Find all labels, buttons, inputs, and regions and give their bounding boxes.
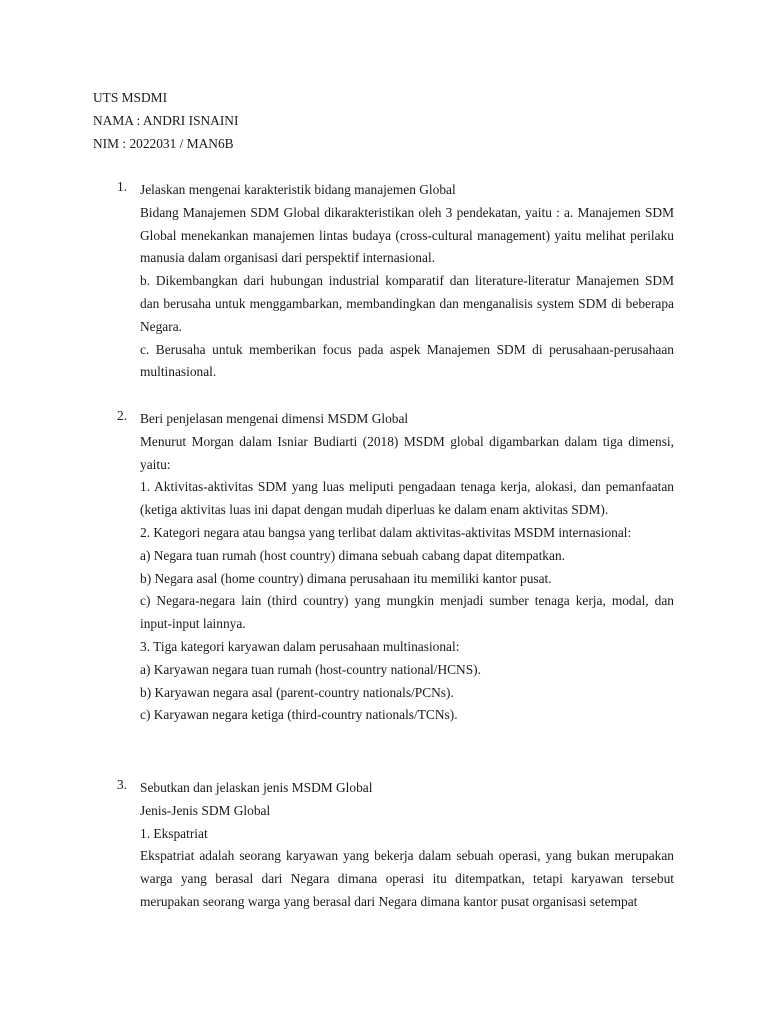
document-header [93, 86, 238, 155]
question-2-answer-paragraph: 1. Aktivitas-aktivitas SDM yang luas meliputi pengadaan tenaga kerja, alokasi, dan pemanfaatan (ketiga aktivitas luas ini dapat dengan mudah diperluas ke dalam enam aktivitas SDM). [140, 479, 674, 518]
question-2-answer-paragraph: a) Negara tuan rumah (host country) dimana sebuah cabang dapat ditempatkan. [140, 547, 565, 563]
question-1-answer-paragraph: b. Dikembangkan dari hubungan industrial komparatif dan literature-literatur Manajemen SDM dan berusaha untuk menggambarkan, membandingkan dan menganalisis system SDM di beberapa Negara. [140, 273, 674, 334]
question-2-title: Beri penjelasan mengenai dimensi MSDM Global [140, 411, 409, 426]
student-name: NAMA : ANDRI ISNAINI [93, 113, 239, 128]
exam-title: UTS MSDMI [93, 90, 168, 105]
student-nim: NIM : 2022031 / MAN6B [93, 136, 234, 151]
question-2-answer-paragraph: 2. Kategori negara atau bangsa yang terlibat dalam aktivitas-aktivitas MSDM internasional: [140, 524, 632, 540]
question-3-answer-paragraph: 1. Ekspatriat [140, 825, 208, 841]
question-2-answer-paragraph: Menurut Morgan dalam Isniar Budiarti (2018) MSDM global digambarkan dalam tiga dimensi, yaitu: [140, 433, 674, 472]
question-2 [140, 408, 674, 727]
question-1-answer-paragraph: Bidang Manajemen SDM Global dikarakteristikan oleh 3 pendekatan, yaitu : a. Manajemen SDM Global menekankan manajemen lintas budaya (cross-cultural management) yaitu melihat perilaku manusia dalam organisasi dari perspektif internasional. [140, 204, 674, 266]
question-2-number: 2. [117, 408, 128, 423]
question-1-title: Jelaskan mengenai karakteristik bidang manajemen Global [140, 182, 456, 197]
question-3-number: 3. [117, 777, 128, 792]
question-1-number: 1. [117, 179, 128, 194]
question-2-answer-paragraph: c) Karyawan negara ketiga (third-country nationals/TCNs). [140, 707, 458, 723]
question-2-answer-paragraph: a) Karyawan negara tuan rumah (host-country national/HCNS). [140, 661, 481, 677]
question-2-answer-paragraph: 3. Tiga kategori karyawan dalam perusahaan multinasional: [140, 638, 460, 654]
question-3-answer-paragraph: Ekspatriat adalah seorang karyawan yang bekerja dalam sebuah operasi, yang bukan merupakan warga yang berasal dari Negara dimana operasi itu ditempatkan, tetapi karyawan tersebut merupakan seorang warga yang berasal dari Negara dimana kantor pusat organisasi setempat [140, 848, 674, 909]
question-2-answer-paragraph: b) Karyawan negara asal (parent-country nationals/PCNs). [140, 684, 454, 700]
question-1 [140, 179, 674, 384]
question-3 [140, 777, 674, 914]
question-1-answer-paragraph: c. Berusaha untuk memberikan focus pada aspek Manajemen SDM di perusahaan-perusahaan multinasional. [140, 341, 674, 380]
question-2-answer-paragraph: b) Negara asal (home country) dimana perusahaan itu memiliki kantor pusat. [140, 570, 552, 586]
question-2-answer-paragraph: c) Negara-negara lain (third country) yang mungkin menjadi sumber tenaga kerja, modal, dan input-input lainnya. [140, 593, 674, 632]
question-3-title: Sebutkan dan jelaskan jenis MSDM Global [140, 780, 373, 795]
question-3-answer-paragraph: Jenis-Jenis SDM Global [140, 802, 271, 818]
